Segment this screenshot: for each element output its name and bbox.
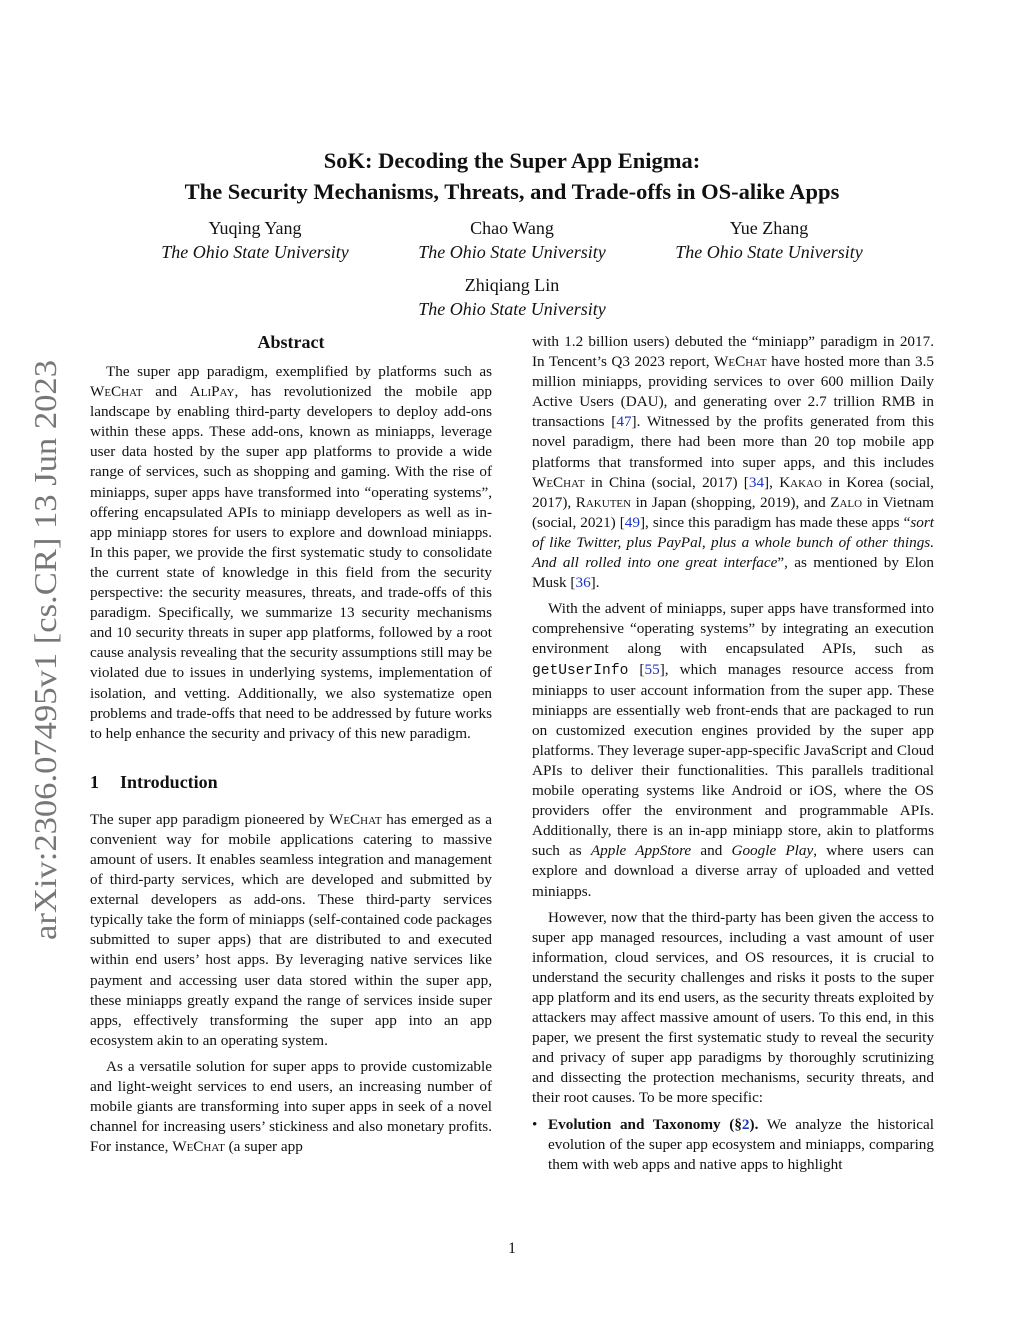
- section-number: 1: [90, 771, 99, 792]
- alipay-name: AliPay: [189, 383, 235, 401]
- paper-title-line-1: SoK: Decoding the Super App Enigma:: [323, 148, 701, 173]
- paper-title-line-2: The Security Mechanisms, Threats, and Trade-offs in OS-alike Apps: [184, 179, 840, 204]
- bullet-title: Evolution and Taxonomy (§2).: [548, 1115, 759, 1133]
- api-code: getUserInfo: [532, 662, 629, 679]
- contribution-bullet: • Evolution and Taxonomy (§2). We analyze the historical evolution of the super app ecosystem and miniapps, comparing them with web apps and native apps to highlight: [532, 1115, 934, 1173]
- citation-link[interactable]: 55: [644, 660, 660, 678]
- abstract-paragraph: The super app paradigm, exemplified by platforms such as WeChat and AliPay, has revolutionized the mobile app landscape by enabling third-party developers to deploy add-ons within these apps. These add-ons, known as miniapps, leverage user data hosted by the super app platforms to provide a wide range of services, such as shopping and gaming. With the rise of miniapps, super apps have transformed into “operating systems”, offering encapsulated APIs to miniapp developers as well as in-app miniapp stores for users to explore and download miniapps. In this paper, we provide the first systematic study to consolidate the current state of knowledge in this field from the security perspective: the security measures, threats, and trade-offs of this paradigm. Specifically, we summarize 13 security mechanisms and 10 security threats in super app platforms, followed by a root cause analysis revealing that the security assumptions still may be violated due to issues in underlying systems, implementation of isolation, and vetting. Additionally, we also systematize open problems and trade-offs that need to be addressed by future works to help enhance the security and privacy of this new paradigm.: [90, 363, 492, 742]
- author-4: [397, 273, 627, 321]
- author-affiliation: The Ohio State University: [418, 299, 606, 319]
- citation-link[interactable]: 49: [624, 513, 640, 531]
- wechat-name: WeChat: [90, 383, 143, 401]
- zalo-name: Zalo: [830, 493, 863, 511]
- apple-appstore: Apple AppStore: [590, 842, 692, 860]
- wechat-name: WeChat: [329, 810, 382, 828]
- right-column: [532, 332, 934, 1175]
- author-3: [654, 216, 884, 264]
- author-2: [397, 216, 627, 264]
- right-paragraph-3: However, now that the third-party has been given the access to super app managed resources, including a vast amount of user information, cloud services, and OS resources, it is crucial to understand the security challenges and risks it posts to the super app platform and its end users, as the security threats exploited by attackers may affect massive amount of users. To this end, in this paper, we present the first systematic study to reveal the security and privacy of super app paradigms by thoroughly scrutinizing and dissecting the protection mechanisms, security threats, and their root causes. To be more specific:: [532, 908, 934, 1107]
- right-paragraph-1: with 1.2 billion users) debuted the “miniapp” paradigm in 2017. In Tencent’s Q3 2023 report, WeChat have hosted more than 3.5 million miniapps, providing services to over 600 million Daily Active Users (DAU), and generating over 2.7 trillion RMB in transactions [47]. Witnessed by the profits generated from this novel paradigm, there had been more than 20 top mobile app platforms that transformed into super apps, and this includes WeChat in China (social, 2017) [34], Kakao in Korea (social, 2017), Rakuten in Japan (shopping, 2019), and Zalo in Vietnam (social, 2021) [49], since this paradigm has made these apps “sort of like Twitter, plus PayPal, plus a whole bunch of other things. And all rolled into one great interface”, as mentioned by Elon Musk [36].: [532, 333, 934, 592]
- citation-link[interactable]: 47: [616, 413, 632, 431]
- author-1: [140, 216, 370, 264]
- page-number: 1: [508, 1240, 516, 1257]
- google-play: Google Play: [731, 842, 814, 860]
- kakao-name: Kakao: [779, 473, 822, 491]
- wechat-name: WeChat: [714, 353, 767, 371]
- bullet-mark: •: [532, 1115, 538, 1133]
- rakuten-name: Rakuten: [575, 493, 632, 511]
- author-affiliation: The Ohio State University: [418, 242, 606, 262]
- citation-link[interactable]: 36: [575, 574, 591, 592]
- author-name: Chao Wang: [470, 218, 554, 238]
- citation-link[interactable]: 34: [748, 473, 765, 491]
- section-ref-link[interactable]: 2: [741, 1115, 750, 1133]
- section-heading-introduction: [90, 770, 492, 794]
- author-name: Zhiqiang Lin: [464, 275, 560, 295]
- right-paragraph-2: With the advent of miniapps, super apps have transformed into comprehensive “operating systems” by integrating an execution environment along with encapsulated APIs, such as getUserInfo [55], which manages resource access from miniapps to user account information from the super app. These miniapps are essentially web front-ends that are packaged to run on customized execution engines provided by the super app platforms. They leverage super-app-specific JavaScript and Cloud APIs to deliver their functionalities. This parallels traditional mobile operating systems like Android or iOS, where the OS providers offer the environment and programmable APIs. Additionally, there is an in-app miniapp store, akin to platforms such as Apple AppStore and Google Play, where users can explore and download a diverse array of uploaded and vetted miniapps.: [532, 600, 934, 900]
- intro-paragraph-1: The super app paradigm pioneered by WeChat has emerged as a convenient way for mobile applications catering to massive amount of users. It enables seamless integration and management of third-party services, which are developed and submitted by external developers as add-ons. These third-party services typically take the form of miniapps (self-contained code packages submitted to super apps) that are distributed to and executed within end users’ host apps. By leveraging native services like payment and accessing user data stored within the super app, these miniapps greatly expand the range of services inside super apps, effectively transforming the super app into an app ecosystem akin to an operating system.: [90, 810, 492, 1049]
- wechat-name: WeChat: [172, 1138, 225, 1156]
- wechat-name: WeChat: [532, 473, 585, 491]
- author-name: Yue Zhang: [729, 218, 809, 238]
- arxiv-stamp-text: arXiv:2306.07495v1 [cs.CR] 13 Jun 2023: [27, 403, 63, 940]
- section-title: Introduction: [120, 771, 218, 792]
- arxiv-stamp: [18, 355, 66, 945]
- author-name: Yuqing Yang: [208, 218, 302, 238]
- intro-paragraph-2: As a versatile solution for super apps to provide customizable and light-weight services to end users, an increasing number of mobile giants are transforming into super apps in seek of a novel channel for increasing users’ stickiness and also monetary profits. For instance, WeChat (a super app: [90, 1057, 492, 1156]
- musk-quote: sort of like Twitter, plus PayPal, plus a whole bunch of other things. And all rolled into one great interface: [532, 513, 934, 572]
- author-affiliation: The Ohio State University: [675, 242, 863, 262]
- abstract-heading: Abstract: [257, 332, 325, 352]
- left-column: [90, 330, 492, 1157]
- author-affiliation: The Ohio State University: [161, 242, 349, 262]
